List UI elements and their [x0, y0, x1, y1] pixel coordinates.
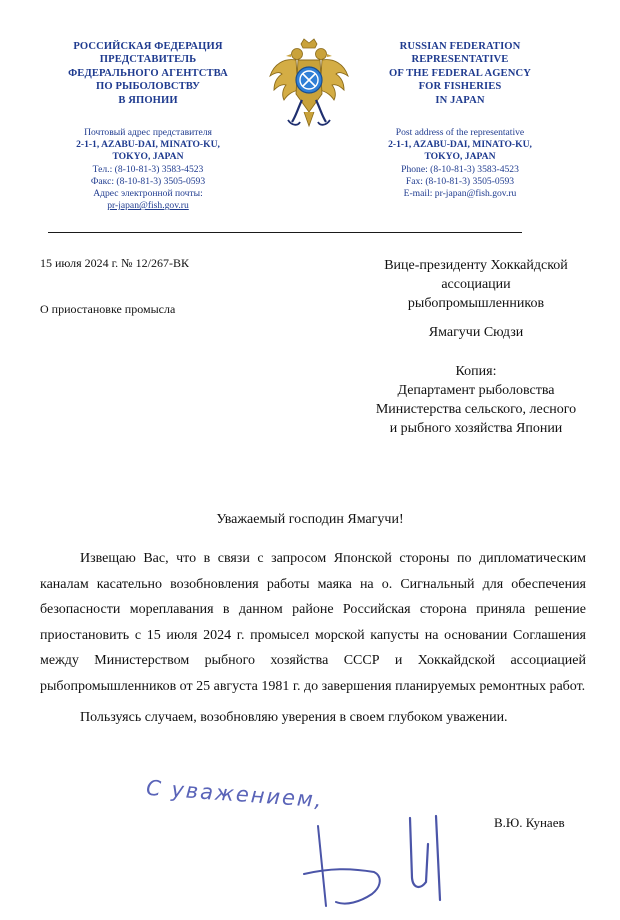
org-name-en: [360, 40, 560, 107]
address-line: TOKYO, JAPAN: [424, 151, 496, 163]
org-line: ПО РЫБОЛОВСТВУ: [96, 81, 200, 93]
copy-line: Департамент рыболовства: [397, 383, 555, 398]
address-line: TOKYO, JAPAN: [112, 151, 184, 163]
handwritten-closing: С уважением,: [145, 775, 325, 813]
org-line: ПРЕДСТАВИТЕЛЬ: [99, 54, 197, 66]
letterhead-left: [48, 40, 248, 212]
body-paragraph: Пользуясь случаем, возобновляю уверения в своем глубоком уважении.: [80, 710, 508, 725]
contact-block-ru: [48, 127, 248, 212]
addressee-line: Вице-президенту Хоккайдской: [384, 258, 568, 273]
addressee-line: рыбопромышленников: [407, 296, 545, 311]
org-line: ФЕДЕРАЛЬНОГО АГЕНТСТВА: [68, 67, 228, 79]
phone: Phone: (8-10-81-3) 3583-4523: [401, 163, 519, 175]
addressee-name: Ямагучи Сюдзи: [428, 325, 524, 340]
contact-block-en: [360, 127, 560, 200]
letter-subject: О приостановке промысла: [40, 302, 176, 316]
copy-block: [350, 362, 602, 438]
org-line: РОССИЙСКАЯ ФЕДЕРАЦИЯ: [73, 41, 223, 52]
org-line: В ЯПОНИИ: [118, 94, 178, 106]
letterhead-right: [360, 40, 560, 200]
fax: Факс: (8-10-81-3) 3505-0593: [90, 175, 206, 187]
org-line: OF THE FEDERAL AGENCY: [389, 67, 531, 79]
org-line: RUSSIAN FEDERATION: [399, 41, 521, 52]
email-label: Адрес электронной почты:: [93, 188, 203, 200]
org-line: REPRESENTATIVE: [411, 54, 509, 66]
address-line: 2-1-1, AZABU-DAI, MINATO-KU,: [76, 139, 220, 151]
signature-icon: [290, 810, 490, 920]
fax: Fax: (8-10-81-3) 3505-0593: [405, 175, 515, 187]
address-label: Post address of the representative: [395, 127, 525, 139]
signer-name: В.Ю. Кунаев: [494, 815, 565, 830]
copy-line: и рыбного хозяйства Японии: [389, 421, 563, 436]
letter-body: [40, 546, 586, 731]
header-divider: [48, 232, 522, 233]
letter-reference: 15 июля 2024 г. № 12/267-ВК: [40, 256, 189, 270]
org-line: IN JAPAN: [435, 94, 485, 106]
address-label: Почтовый адрес представителя: [84, 127, 212, 139]
addressee-line: ассоциации: [441, 277, 511, 292]
address-line: 2-1-1, AZABU-DAI, MINATO-KU,: [388, 139, 532, 151]
org-line: FOR FISHERIES: [418, 81, 502, 93]
salutation: Уважаемый господин Ямагучи!: [216, 512, 404, 527]
body-paragraph: Извещаю Вас, что в связи с запросом Японской стороны по дипломатическим каналам касательно возобновления работы маяка на о. Сигнальный для обеспечения безопасности мореплавания в данном районе Российская сторона приняла решение приостановить с 15 июля 2024 г. промысел морской капусты на основании Соглашения между Министерством рыбного хозяйства СССР и Хоккайдской ассоциацией рыбопромышленников от 25 августа 1981 г. до завершения планируемых ремонтных работ.: [40, 551, 586, 694]
copy-line: Министерства сельского, лесного: [375, 402, 577, 417]
email[interactable]: E-mail: pr-japan@fish.gov.ru: [403, 188, 517, 200]
copy-line: Копия:: [455, 364, 497, 379]
phone: Тел.: (8-10-81-3) 3583-4523: [92, 163, 204, 175]
addressee-block: [350, 256, 602, 438]
org-name-ru: [48, 40, 248, 107]
email-link[interactable]: pr-japan@fish.gov.ru: [107, 200, 189, 212]
double-headed-eagle-emblem-icon: [266, 38, 352, 130]
